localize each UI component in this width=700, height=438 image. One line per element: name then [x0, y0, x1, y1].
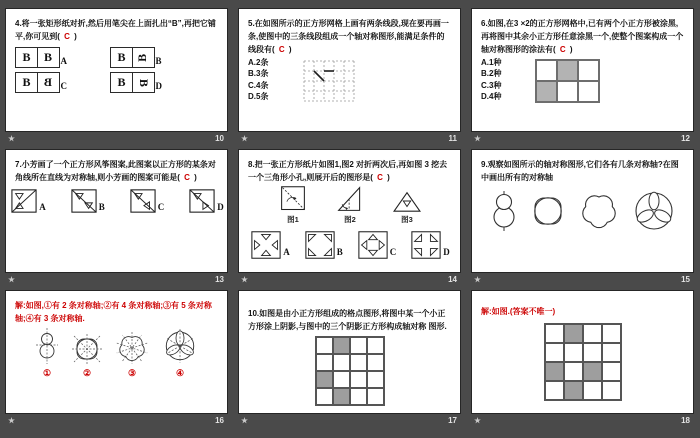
option-label: C	[389, 246, 397, 257]
animation-star-icon	[241, 135, 248, 142]
grid-cell	[536, 81, 557, 102]
option-label: D	[155, 80, 162, 91]
letter-box-rotated: B	[132, 47, 155, 68]
slide-bar	[471, 132, 694, 145]
slide-cell-11	[238, 8, 461, 145]
grid-cell	[333, 371, 350, 388]
slide-number: 16	[215, 416, 224, 425]
question-prefix: 6.如图,在3 ×2的正方形网格中,已有两个小正方形被涂黑,再将图中其余小正方形任意涂黑一个,使整个图案构成一个轴对称图形的涂法有(	[481, 19, 684, 55]
option-item: A.2条	[248, 57, 269, 67]
animation-star-icon	[474, 417, 481, 424]
fold-step-1	[278, 185, 308, 226]
question-text	[15, 17, 219, 43]
solution-figure-1	[35, 327, 59, 381]
animation-star-icon	[8, 276, 15, 283]
option-label: D	[217, 201, 224, 212]
slide-bar	[5, 273, 228, 286]
shaded-grid-figure	[481, 323, 685, 401]
grid-3x2	[535, 59, 600, 103]
question-prefix: 7.小芳画了一个正方形风筝图案,此图案以正方形的某条对角线所在直线为对称轴,则小芳画的图案可能是(	[15, 160, 216, 183]
slide-number: 14	[448, 275, 457, 284]
letter-box-mirrored: B	[37, 72, 60, 93]
slide-thumbnail-14[interactable]	[238, 149, 461, 273]
circle-petal-with-axes	[71, 333, 103, 365]
slide-thumbnail-17[interactable]	[238, 290, 461, 414]
figure-number: ③	[127, 368, 137, 379]
grid-cell	[316, 337, 333, 354]
shaded-grid-figure	[248, 336, 452, 406]
option-label: B	[336, 246, 343, 257]
circle-petal-shape	[530, 193, 566, 229]
option-label: A	[60, 55, 67, 66]
option-label: D	[443, 246, 450, 257]
solution-text: 解:如图,①有 2 条对称轴;②有 4 条对称轴;③有 5 条对称轴;④有 3 条对称轴.	[15, 301, 212, 324]
figure-number: ②	[82, 368, 92, 379]
figure-label: 图1	[287, 215, 299, 225]
grid-cell	[564, 381, 583, 400]
slide-cell-18	[471, 290, 694, 427]
grid-cell	[333, 337, 350, 354]
slide-number: 10	[215, 134, 224, 143]
question-prefix: 4.将一张矩形纸对折,然后用笔尖在上面扎出“B”,再把它铺平,你可见到(	[15, 19, 216, 42]
option-b	[110, 47, 187, 68]
option-item: C.4条	[248, 80, 269, 90]
grid-cell	[545, 324, 564, 343]
slide-number: 11	[448, 134, 457, 143]
trefoil-with-axes	[161, 327, 199, 365]
option-label: B	[98, 201, 105, 212]
slide-bar	[238, 414, 461, 427]
grid-cell	[583, 362, 602, 381]
option-figures	[15, 188, 224, 214]
figure-label: 图2	[344, 215, 356, 225]
grid-cell	[583, 324, 602, 343]
solution-figure-4	[161, 327, 199, 381]
kite-figure	[188, 188, 216, 214]
letter-box: B	[37, 47, 60, 68]
option-b-figure	[304, 230, 343, 260]
question-suffix: )	[191, 173, 197, 183]
option-d-figure	[410, 230, 450, 260]
grid-cell	[578, 60, 599, 81]
unfolded-figure	[250, 230, 282, 260]
slide-thumbnail-10[interactable]	[5, 8, 228, 132]
fold-step-3	[392, 189, 422, 226]
answer-letter: C	[559, 45, 566, 55]
animation-star-icon	[241, 417, 248, 424]
option-item: C.3种	[481, 80, 502, 90]
grid-cell	[602, 362, 621, 381]
fold-step-2	[336, 185, 364, 226]
option-item: D.4种	[481, 92, 502, 102]
grid-cell	[367, 337, 384, 354]
option-c-figure	[129, 188, 165, 214]
slide-cell-14	[238, 149, 461, 286]
fold-square-figure	[278, 185, 308, 213]
grid-cell	[367, 371, 384, 388]
letter-box: B	[15, 72, 38, 93]
option-item: B.3条	[248, 69, 269, 79]
fold-triangle-figure	[336, 185, 364, 213]
grid-cell	[316, 388, 333, 405]
grid-cell	[316, 354, 333, 371]
slide-cell-15	[471, 149, 694, 286]
slide-bar	[471, 273, 694, 286]
option-d-figure	[188, 188, 224, 214]
grid-cell	[557, 81, 578, 102]
slide-cell-12	[471, 8, 694, 145]
gourd-shape	[491, 189, 517, 233]
grid-cell	[350, 371, 367, 388]
unfolded-figure	[304, 230, 336, 260]
question-text	[248, 158, 452, 184]
answer-letter: C	[377, 173, 383, 183]
letter-box: B	[110, 47, 133, 68]
slide-bar	[5, 414, 228, 427]
grid-cell	[583, 381, 602, 400]
grid-cell	[350, 388, 367, 405]
trefoil-in-circle-shape	[632, 189, 676, 233]
grid-cell	[350, 337, 367, 354]
solution-figure-3	[115, 331, 149, 381]
unfolded-figure	[357, 230, 389, 260]
option-item: B.2种	[481, 69, 502, 79]
scalloped-flower-shape	[579, 191, 619, 231]
option-b-figure	[70, 188, 105, 214]
grid-cell	[602, 324, 621, 343]
gourd-with-axes	[35, 327, 59, 365]
option-a	[15, 47, 92, 68]
grid-cell	[557, 60, 578, 81]
option-label: C	[157, 201, 165, 212]
question-text	[15, 158, 219, 184]
options-and-figure	[481, 57, 685, 103]
question-suffix: )	[384, 173, 390, 183]
symmetric-shapes-row	[481, 189, 685, 233]
unfolded-figure	[410, 230, 442, 260]
option-item: D.5条	[248, 92, 269, 102]
grid-cell	[333, 354, 350, 371]
slide-number: 17	[448, 416, 457, 425]
figure-number: ①	[42, 368, 52, 379]
grid-cell	[536, 60, 557, 81]
grid-cell	[602, 343, 621, 362]
slide-cell-10	[5, 8, 228, 145]
slide-thumbnail-11[interactable]	[238, 8, 461, 132]
grid-cell	[564, 343, 583, 362]
option-c-figure	[357, 230, 397, 260]
punched-triangle-figure	[392, 189, 422, 213]
option-label: A	[283, 246, 290, 257]
question-prefix: 8.把一张正方形纸片如图1,图2 对折两次后,再如图 3 挖去一个三角形小孔,则展开后的图形是(	[248, 160, 448, 183]
grid-cell	[545, 381, 564, 400]
grid-cell	[564, 324, 583, 343]
answer-letter: C	[278, 45, 285, 55]
grid-cell	[545, 343, 564, 362]
solution-figures-row	[15, 327, 219, 381]
solution-text: 解:如图.(答案不唯一)	[481, 307, 556, 316]
slide-thumbnail-12[interactable]	[471, 8, 694, 132]
kite-figure	[129, 188, 157, 214]
grid-cell	[578, 81, 599, 102]
option-figures	[248, 230, 452, 260]
option-c	[15, 72, 92, 93]
grid-cell	[350, 354, 367, 371]
question-text: 9.观察如图所示的轴对称图形,它们各有几条对称轴?在图中画出所有的对称轴	[481, 160, 679, 183]
grid-cell	[583, 343, 602, 362]
slide-thumbnail-13[interactable]	[5, 149, 228, 273]
slide-thumbnail-18[interactable]	[471, 290, 694, 414]
segments-grid-figure	[302, 59, 358, 105]
slide-thumbnail-15[interactable]	[471, 149, 694, 273]
grid-cell	[367, 388, 384, 405]
kite-figure	[10, 188, 38, 214]
slide-thumbnail-16[interactable]	[5, 290, 228, 414]
question-text	[248, 17, 452, 57]
grid-cell	[564, 362, 583, 381]
question-prefix: 5.在如图所示的正方形网格上画有两条线段,现在要再画一条,使图中的三条线段组成一个轴对称图形,能满足条件的线段有(	[248, 19, 449, 55]
option-d	[110, 72, 187, 93]
figure-number: ④	[175, 368, 185, 379]
grid-cell	[602, 381, 621, 400]
grid-cell	[316, 371, 333, 388]
animation-star-icon	[474, 276, 481, 283]
animation-star-icon	[241, 276, 248, 283]
question-suffix: )	[286, 45, 292, 55]
option-label: C	[60, 80, 67, 91]
question-text	[481, 17, 685, 57]
slide-bar	[238, 132, 461, 145]
flower-with-axes	[115, 331, 149, 365]
solution-figure-2	[71, 333, 103, 381]
figure-label: 图3	[401, 215, 413, 225]
option-a-figure	[10, 188, 46, 214]
option-a-figure	[250, 230, 290, 260]
slide-bar	[5, 132, 228, 145]
slide-number: 15	[681, 275, 690, 284]
dashed-grid-figure	[302, 59, 358, 105]
slide-bar	[238, 273, 461, 286]
grid-4x4	[544, 323, 622, 401]
answer-letter: C	[184, 173, 190, 183]
question-suffix: )	[567, 45, 573, 55]
option-list	[248, 57, 268, 103]
slide-cell-17	[238, 290, 461, 427]
question-suffix: )	[71, 32, 77, 42]
letter-box-rotated: B	[132, 72, 155, 93]
slide-cell-13	[5, 149, 228, 286]
slide-cell-16	[5, 290, 228, 427]
option-item: A.1种	[481, 57, 502, 67]
animation-star-icon	[8, 135, 15, 142]
option-label: A	[39, 201, 46, 212]
grid-cell	[367, 354, 384, 371]
shaded-grid-figure	[535, 59, 600, 103]
grid-cell	[333, 388, 350, 405]
slide-number: 18	[681, 416, 690, 425]
letter-box: B	[15, 47, 38, 68]
option-label: B	[155, 55, 162, 66]
answer-letter: C	[64, 32, 70, 42]
slide-number: 12	[681, 134, 690, 143]
slide-bar	[471, 414, 694, 427]
options-and-figure	[248, 57, 452, 105]
grid-4x4	[315, 336, 385, 406]
grid-cell	[545, 362, 564, 381]
animation-star-icon	[8, 417, 15, 424]
slide-number: 13	[215, 275, 224, 284]
kite-figure	[70, 188, 98, 214]
fold-figures	[248, 185, 452, 226]
animation-star-icon	[474, 135, 481, 142]
letter-box: B	[110, 72, 133, 93]
option-list	[481, 57, 501, 103]
question-text: 10.如图是由小正方形组成的格点图形,将图中某一个小正方形涂上阴影,与图中的三个阴影正方形构成轴对称 图形.	[248, 309, 447, 332]
option-figures	[15, 47, 187, 93]
